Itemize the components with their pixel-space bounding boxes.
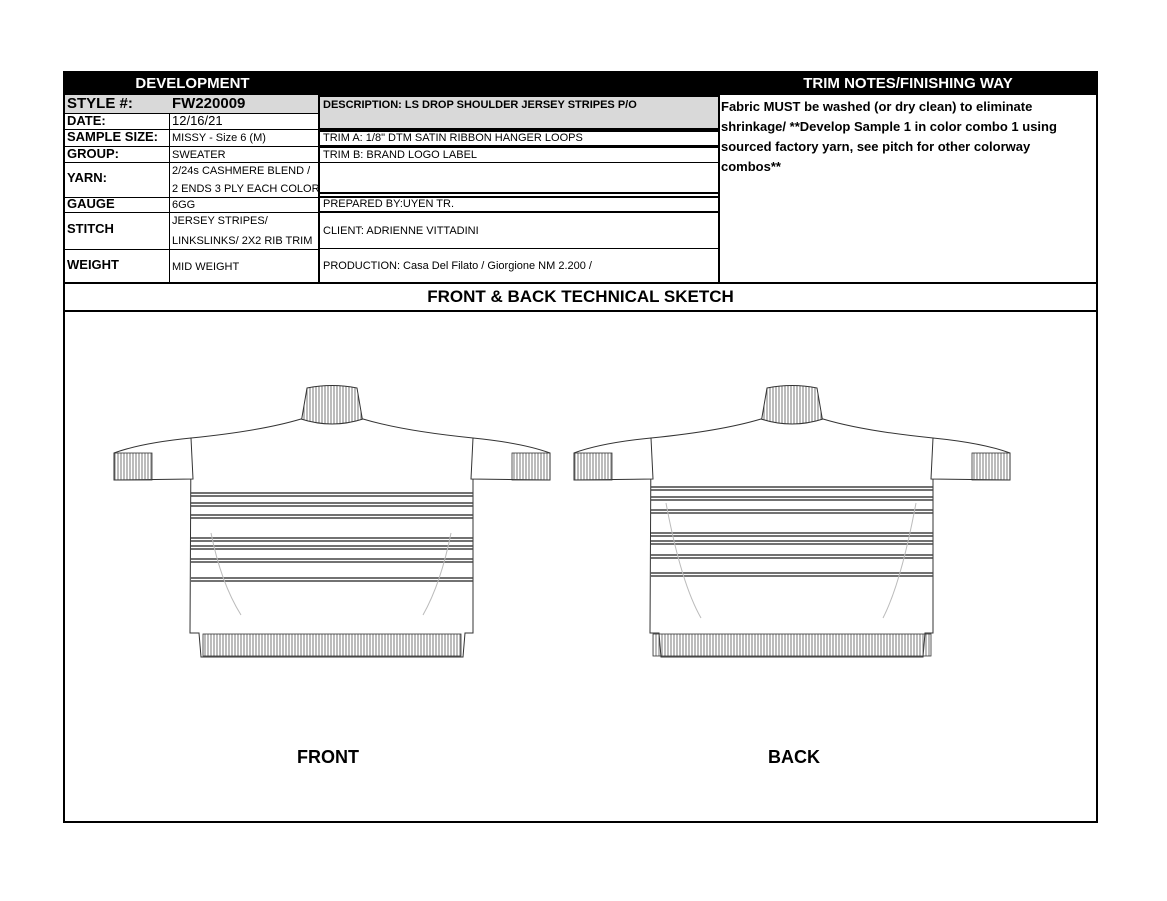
group-value: SWEATER [172, 149, 226, 161]
trim-a-text: TRIM A: 1/8" DTM SATIN RIBBON HANGER LOOPS [323, 132, 583, 144]
front-sweater-sketch [111, 383, 553, 659]
client-text: CLIENT: ADRIENNE VITTADINI [323, 225, 479, 237]
yarn-value: 2/24s CASHMERE BLEND / [172, 165, 311, 177]
tech-pack-sheet [63, 71, 1098, 823]
group-label: GROUP: [67, 147, 119, 161]
row-line [320, 162, 718, 163]
style-label: STYLE #: [67, 96, 133, 112]
row-line [65, 162, 318, 163]
stitch-value: JERSEY STRIPES/ [172, 215, 268, 227]
header-bar-middle [320, 73, 720, 95]
gauge-value: 6GG [172, 199, 196, 211]
back-sweater-sketch [571, 383, 1013, 659]
trim-b-text: TRIM B: BRAND LOGO LABEL [323, 149, 478, 161]
trim-notes-text: Fabric MUST be washed (or dry clean) to eliminate shrinkage/ **Develop Sample 1 in color combo 1 using sourced factory yarn, see pitch for other colorway combos** [721, 99, 1057, 174]
stitch-value-line2: LINKSLINKS/ 2X2 RIB TRIM [172, 235, 313, 247]
date-label: DATE: [67, 114, 106, 128]
style-value: FW220009 [172, 96, 246, 112]
section-line [65, 310, 1096, 312]
sketch-title: FRONT & BACK TECHNICAL SKETCH [427, 287, 734, 306]
yarn-value-line2: 2 ENDS 3 PLY EACH COLOR [172, 183, 320, 195]
divider [169, 95, 170, 282]
row-line [65, 212, 318, 213]
yarn-label: YARN: [67, 171, 107, 185]
sample-size-label: SAMPLE SIZE: [67, 130, 159, 144]
stitch-label: STITCH [67, 222, 114, 236]
back-label: BACK [768, 747, 820, 767]
trim-notes-header: TRIM NOTES/FINISHING WAY [720, 73, 1096, 95]
gauge-label: GAUGE [67, 197, 115, 211]
section-line [65, 282, 1096, 284]
weight-label: WEIGHT [67, 258, 119, 272]
front-label: FRONT [297, 747, 359, 767]
row-line [320, 248, 718, 249]
row-line [65, 249, 318, 250]
description-text: DESCRIPTION: LS DROP SHOULDER JERSEY STRIPES P/O [323, 99, 637, 111]
prepared-by-text: PREPARED BY:UYEN TR. [323, 198, 455, 210]
date-value: 12/16/21 [172, 114, 223, 128]
sample-size-value: MISSY - Size 6 (M) [172, 132, 266, 144]
development-header: DEVELOPMENT [65, 73, 320, 95]
weight-value: MID WEIGHT [172, 261, 240, 273]
production-text: PRODUCTION: Casa Del Filato / Giorgione NM 2.200 / [323, 260, 592, 272]
